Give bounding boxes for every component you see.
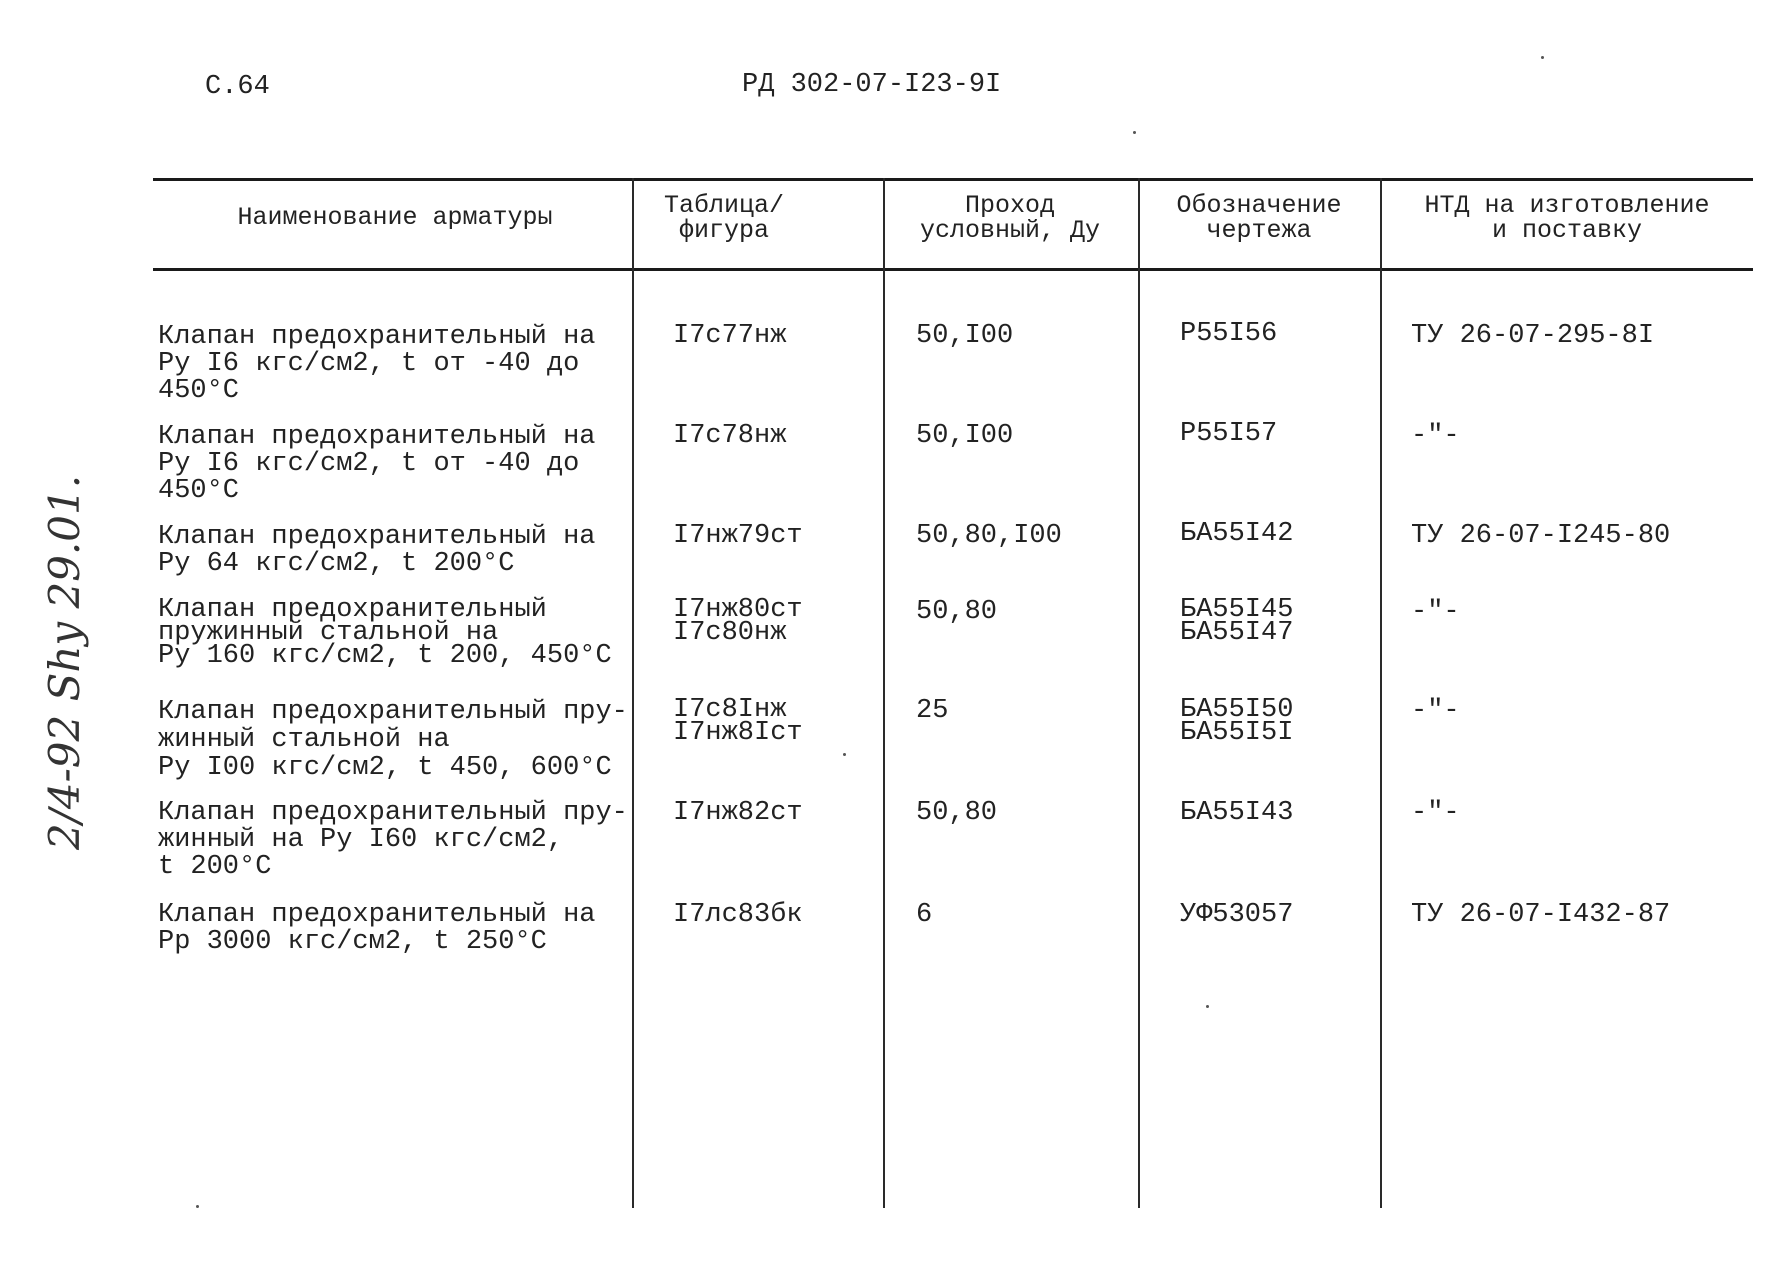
table-row-3-figure: I7нж79ст — [673, 521, 803, 551]
table-row-4-figure: I7нж80ст I7с80нж — [673, 595, 803, 648]
table-row-4-drawing: БА55I45 БА55I47 — [1180, 595, 1294, 648]
table-row-7-name: Клапан предохранительный на Рр 3000 кгс/см2, t 250°С — [158, 900, 596, 957]
page-number: С.64 — [205, 72, 270, 102]
table-row-5-figure: I7с8Iнж I7нж8Iст — [673, 695, 803, 748]
table-row-2-ntd: -"- — [1411, 421, 1460, 451]
column-header-nominal-bore: Проход условный, Ду — [919, 191, 1101, 245]
table-row-5-drawing: БА55I50 БА55I5I — [1180, 695, 1294, 748]
table-row-4-ntd: -"- — [1411, 597, 1460, 627]
table-row-7-dn: 6 — [916, 900, 933, 930]
table-row-1-drawing: Р55I56 — [1180, 319, 1278, 349]
column-divider-3 — [1138, 178, 1140, 1208]
table-row-5-name: Клапан предохранительный пру- жинный стальной на Ру I00 кгс/см2, t 450, 600°С — [158, 697, 628, 783]
table-row-2-dn: 50,I00 — [916, 421, 1014, 451]
table-row-3-drawing: БА55I42 — [1180, 519, 1294, 549]
table-row-3-ntd: ТУ 26-07-I245-80 — [1411, 521, 1671, 551]
column-divider-1 — [632, 178, 634, 1208]
column-divider-4 — [1380, 178, 1382, 1208]
table-row-4-name: Клапан предохранительный пружинный стальной на Ру 160 кгс/см2, t 200, 450°С — [158, 595, 612, 671]
table-row-1-name: Клапан предохранительный на Ру I6 кгс/см2, t от -40 до 450°С — [158, 322, 596, 406]
table-row-6-figure: I7нж82ст — [673, 798, 803, 828]
table-row-2-name: Клапан предохранительный на Ру I6 кгс/см2, t от -40 до 450°С — [158, 422, 596, 506]
table-row-1-figure: I7с77нж — [673, 321, 787, 351]
table-row-5-dn: 25 — [916, 696, 949, 726]
table-top-rule — [153, 178, 1753, 181]
table-row-1-dn: 50,I00 — [916, 321, 1014, 351]
document-code: РД 302-07-I23-9I — [742, 70, 1002, 100]
handwritten-margin-note: 2/4-92 Shy 29.01. — [40, 474, 89, 850]
table-row-7-ntd: ТУ 26-07-I432-87 — [1411, 900, 1671, 930]
column-header-figure: Таблица/ фигура — [663, 191, 785, 245]
scan-speck — [1541, 56, 1544, 59]
table-header-rule — [153, 268, 1753, 271]
table-row-2-figure: I7с78нж — [673, 421, 787, 451]
table-row-6-name: Клапан предохранительный пру- жинный на Ру I60 кгс/см2, t 200°С — [158, 798, 628, 882]
table-row-6-dn: 50,80 — [916, 798, 998, 828]
column-header-drawing: Обозначение чертежа — [1176, 191, 1342, 245]
scan-speck — [843, 753, 846, 756]
table-row-3-name: Клапан предохранительный на Ру 64 кгс/см2, t 200°С — [158, 522, 596, 579]
table-row-7-drawing: УФ53057 — [1180, 900, 1294, 930]
column-header-ntd: НТД на изготовление и поставку — [1424, 191, 1710, 245]
table-row-6-ntd: -"- — [1411, 798, 1460, 828]
column-divider-2 — [883, 178, 885, 1208]
table-row-7-figure: I7лс83бк — [673, 900, 803, 930]
scan-speck — [1133, 131, 1136, 134]
scan-speck — [196, 1205, 199, 1208]
table-row-5-ntd: -"- — [1411, 696, 1460, 726]
table-row-4-dn: 50,80 — [916, 597, 998, 627]
scan-speck — [1206, 1005, 1209, 1008]
table-row-1-ntd: ТУ 26-07-295-8I — [1411, 321, 1655, 351]
table-row-2-drawing: Р55I57 — [1180, 419, 1278, 449]
column-header-name: Наименование арматуры — [237, 203, 553, 232]
table-row-3-dn: 50,80,I00 — [916, 521, 1062, 551]
table-row-6-drawing: БА55I43 — [1180, 798, 1294, 828]
